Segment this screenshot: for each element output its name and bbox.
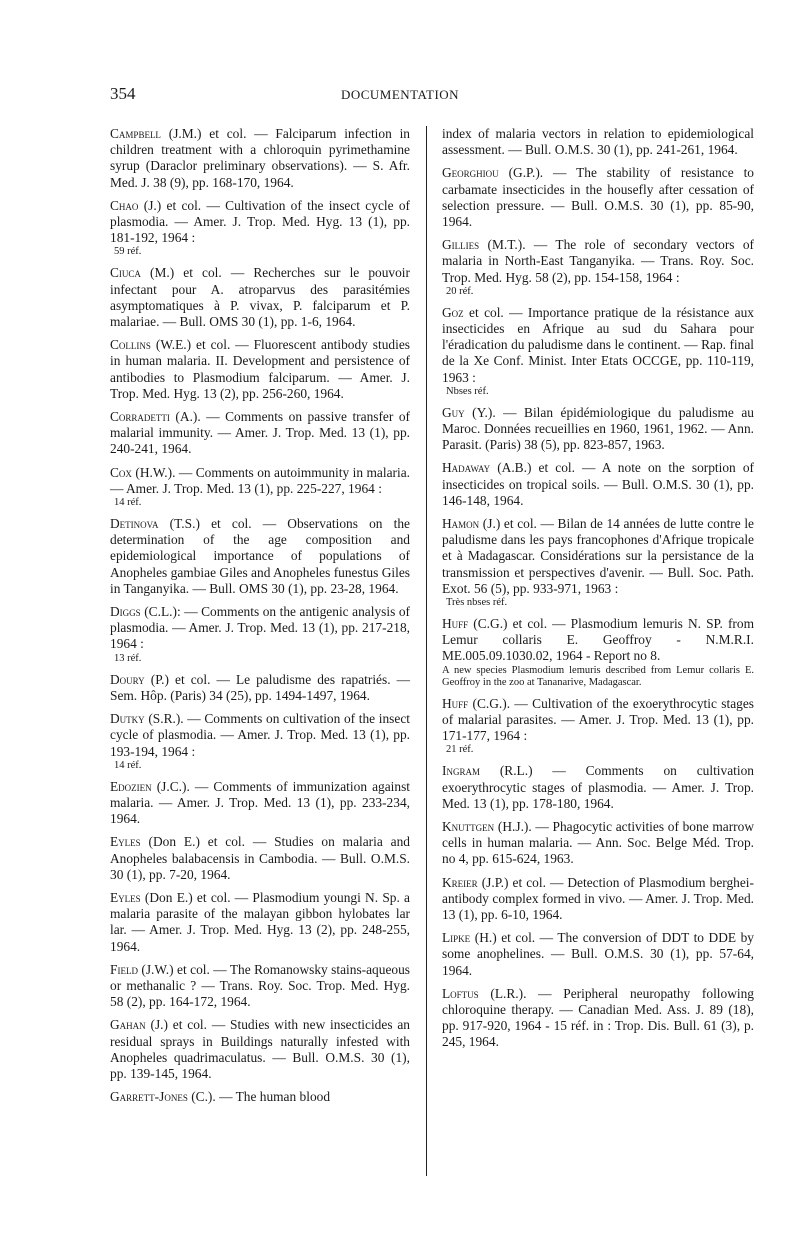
- entry-text: (T.S.) et col. — Observations on the determination of the age composition and epidemiological importance of populations of Anopheles gambiae Giles and Anopheles funestus Giles in Tanganyika. — Bull. OMS 30 (1), pp. 23-28, 1964.: [110, 516, 410, 596]
- entry-text: (J.W.) et col. — The Romanowsky stains-aqueous or methanalic ? — Trans. Roy. Soc. Trop. Med. Hyg. 58 (2), pp. 164-172, 1964.: [110, 961, 410, 1010]
- bibliography-entry: [110, 1089, 410, 1105]
- entry-author: Corradetti: [110, 409, 170, 425]
- entry-note: 14 réf.: [114, 497, 142, 509]
- entry-text: (C.G.). — Cultivation of the exoerythrocytic stages of malarial parasites. — Amer. J. Trop. Med. 13 (1), pp. 171-177, 1964 :: [442, 695, 754, 744]
- bibliography-entry: [110, 126, 410, 191]
- bibliography-entry: [442, 405, 754, 454]
- entry-author: Huff: [442, 695, 469, 711]
- entry-author: Eyles: [110, 889, 141, 905]
- entry-author: Gillies: [442, 237, 480, 253]
- bibliography-entry: [442, 616, 754, 689]
- entry-author: Hadaway: [442, 460, 491, 476]
- entry-author: Huff: [442, 616, 469, 632]
- entry-author: Knuttgen: [442, 818, 495, 834]
- bibliography-entry: [442, 460, 754, 509]
- entry-text: (J.M.) et col. — Falciparum infection in children treatment with a chloroquin pyrimethamine syrup (Daraclor preliminary observations). — S. Afr. Med. J. 38 (9), pp. 168-170, 1964.: [110, 126, 410, 190]
- bibliography-entry: [110, 265, 410, 330]
- entry-author: Loftus: [442, 985, 479, 1001]
- bibliography-entry: [442, 696, 754, 757]
- bibliography-entry: [442, 165, 754, 230]
- bibliography-entry: [442, 516, 754, 609]
- bibliography-entry: [442, 930, 754, 979]
- bibliography-entry: [110, 516, 410, 597]
- entry-note: Très nbses réf.: [446, 597, 508, 609]
- entry-text: (J.) et col. — Studies with new insecticides an residual sprays in Buildings naturally infested with Anopheles quadrimaculatus. — Bull. O.M.S. 30 (1), pp. 139-145, 1964.: [110, 1017, 410, 1081]
- bibliography-entry: [442, 875, 754, 924]
- entry-text: (Don E.) et col. — Plasmodium youngi N. Sp. a malaria parasite of the malayan gibbon hylobates lar lar. — Amer. J. Trop. Med. Hyg. 13 (2), pp. 248-255, 1964.: [110, 889, 410, 954]
- bibliography-entry: [110, 779, 410, 828]
- entry-note: 20 réf.: [446, 285, 474, 297]
- entry-text: (M.) et col. — Recherches sur le pouvoir infectant pour A. atroparvus des parasitémies asymptomatiques à P. vivax, P. falciparum et P. malariae. — Bull. OMS 30 (1), pp. 1-6, 1964.: [110, 265, 410, 330]
- entry-author: Ciuca: [110, 265, 141, 281]
- entry-author: Diggs: [110, 604, 141, 620]
- entry-note: 13 réf.: [114, 652, 142, 664]
- bibliography-entry: [442, 819, 754, 868]
- entry-note: A new species Plasmodium lemuris described from Lemur collaris E. Geoffroy in the zoo at Tananarive, Madagascar.: [442, 664, 754, 688]
- entry-author: Gahan: [110, 1017, 146, 1033]
- entry-author: Kreier: [442, 874, 478, 890]
- bibliography-entry: [442, 305, 754, 398]
- entry-author: Ingram: [442, 763, 480, 779]
- entry-text: (C.G.) et col. — Plasmodium lemuris N. SP. from Lemur collaris E. Geoffroy - N.M.R.I. ME.005.09.1030.02, 1964 - Report no 8.: [442, 616, 754, 664]
- bibliography-entry: [442, 126, 754, 158]
- entry-text: (Don E.) et col. — Studies on malaria and Anopheles balabacensis in Cambodia. — Bull. O.M.S. 30 (1), pp. 7-20, 1964.: [110, 834, 410, 882]
- bibliography-entry: [110, 962, 410, 1011]
- entry-author: Guy: [442, 404, 465, 420]
- entry-note: 59 réf.: [114, 246, 142, 258]
- right-column: [442, 126, 754, 1058]
- entry-author: Georghiou: [442, 165, 499, 181]
- column-divider: [426, 126, 427, 1176]
- entry-text: (A.B.) et col. — A note on the sorption of insecticides on tropical soils. — Bull. O.M.S. 30 (1), pp. 146-148, 1964.: [442, 460, 754, 508]
- entry-note: 21 réf.: [446, 744, 474, 756]
- entry-author: Detinova: [110, 516, 159, 532]
- entry-text: index of malaria vectors in relation to epidemiological assessment. — Bull. O.M.S. 30 (1), pp. 241-261, 1964.: [442, 126, 754, 158]
- entry-text: (Y.). — Bilan épidémiologique du paludisme au Maroc. Données recueillies en 1960, 1961, 1962. — Ann. Parasit. (Paris) 38 (5), pp. 823-857, 1963.: [442, 404, 754, 453]
- entry-text: (J.P.) et col. — Detection of Plasmodium berghei-antibody complex formed in vivo. — Amer. J. Trop. Med. 13 (1), pp. 6-10, 1964.: [442, 874, 754, 922]
- running-title: DOCUMENTATION: [340, 87, 460, 102]
- entry-author: Edozien: [110, 778, 152, 794]
- bibliography-entry: [110, 409, 410, 458]
- bibliography-entry: [442, 763, 754, 812]
- entry-text: (C.L.): — Comments on the antigenic analysis of plasmodia. — Amer. J. Trop. Med. 13 (1), pp. 217-218, 1964 :: [110, 604, 410, 652]
- bibliography-entry: [110, 711, 410, 772]
- left-column: [110, 126, 410, 1112]
- entry-text: (J.) et col. — Cultivation of the insect cycle of plasmodia. — Amer. J. Trop. Med. Hyg. 13 (1), pp. 181-192, 1964 :: [110, 197, 410, 246]
- bibliography-entry: [110, 890, 410, 955]
- entry-text: et col. — Importance pratique de la résistance aux insecticides en Afrique au sud du Sahara pour l'éradication du paludisme dans le continent. — Rap. final de la Xe Conf. Minist. Inter Etats OCCGE, pp. 110-119, 1963 :: [442, 304, 754, 385]
- entry-text: (G.P.). — The stability of resistance to carbamate insecticides in the housefly after cessation of selection pressure. — Bull. O.M.S. 30 (1), pp. 85-90, 1964.: [442, 165, 754, 230]
- entry-author: Lipke: [442, 930, 471, 946]
- bibliography-entry: [110, 1017, 410, 1082]
- entry-text: (C.). — The human blood: [187, 1089, 331, 1105]
- entry-text: (P.) et col. — Le paludisme des rapatriés. — Sem. Hôp. (Paris) 34 (25), pp. 1494-1497, 1964.: [110, 671, 410, 703]
- entry-text: (S.R.). — Comments on cultivation of the insect cycle of plasmodia. — Amer. J. Trop. Med. 13 (1), pp. 193-194, 1964 :: [110, 711, 410, 759]
- entry-author: Campbell: [110, 126, 161, 141]
- bibliography-entry: [442, 986, 754, 1051]
- bibliography-entry: [110, 834, 410, 883]
- entry-text: (H.) et col. — The conversion of DDT to DDE by some anophelines. — Bull. O.M.S. 30 (1), pp. 57-64, 1964.: [442, 930, 754, 978]
- entry-text: (J.C.). — Comments of immunization against malaria. — Amer. J. Trop. Med. 13 (1), pp. 233-234, 1964.: [110, 778, 410, 827]
- entry-author: Chao: [110, 197, 139, 213]
- bibliography-entry: [110, 337, 410, 402]
- bibliography-entry: [442, 237, 754, 298]
- entry-author: Cox: [110, 464, 132, 480]
- entry-author: Hamon: [442, 516, 480, 532]
- bibliography-entry: [110, 672, 410, 704]
- entry-text: (H.W.). — Comments on autoimmunity in malaria. — Amer. J. Trop. Med. 13 (1), pp. 225-227, 1964 :: [110, 464, 410, 496]
- entry-author: Dutky: [110, 711, 145, 727]
- entry-author: Collins: [110, 337, 151, 353]
- entry-note: 14 réf.: [114, 759, 142, 771]
- entry-text: (L.R.). — Peripheral neuropathy following chloroquine therapy. — Canadian Med. Ass. J. 89 (18), pp. 917-920, 1964 - 15 réf. in : Trop. Dis. Bull. 61 (3), p. 245, 1964.: [442, 985, 754, 1050]
- entry-author: Garrett-Jones: [110, 1089, 188, 1105]
- entry-text: (M.T.). — The role of secondary vectors of malaria in North-East Tanganyika. — Trans. Roy. Soc. Trop. Med. Hyg. 58 (2), pp. 154-158, 1964 :: [442, 237, 754, 285]
- entry-author: Doury: [110, 671, 145, 687]
- entry-note: Nbses réf.: [446, 385, 489, 397]
- entry-text: (H.J.). — Phagocytic activities of bone marrow cells in human malaria. — Ann. Soc. Belge Méd. Trop. no 4, pp. 615-624, 1963.: [442, 818, 754, 867]
- entry-author: Eyles: [110, 834, 141, 850]
- bibliography-entry: [110, 198, 410, 259]
- entry-text: (A.). — Comments on passive transfer of malarial immunity. — Amer. J. Trop. Med. 13 (1), pp. 240-241, 1964.: [110, 409, 410, 457]
- entry-text: (W.E.) et col. — Fluorescent antibody studies in human malaria. II. Development and persistence of antibodies to Plasmodium falciparum. — Amer. J. Trop. Med. Hyg. 13 (2), pp. 256-260, 1964.: [110, 337, 410, 401]
- page-header: [110, 84, 690, 106]
- page-number: 354: [110, 84, 136, 103]
- bibliography-entry: [110, 465, 410, 509]
- entry-text: (J.) et col. — Bilan de 14 années de lutte contre le paludisme dans les pays francophones d'Afrique tropicale et à Madagascar. Considérations sur la persistance de la transmission et perspectives d'avenir. — Bull. Soc. Path. Exot. 56 (5), pp. 933-971, 1963 :: [442, 516, 754, 596]
- entry-author: Goz: [442, 304, 464, 320]
- entry-author: Field: [110, 961, 138, 977]
- bibliography-entry: [110, 604, 410, 665]
- entry-text: (R.L.) — Comments on cultivation exoerythrocytic stages of plasmodia. — Amer. J. Trop. Med. 13 (1), pp. 178-180, 1964.: [442, 763, 754, 811]
